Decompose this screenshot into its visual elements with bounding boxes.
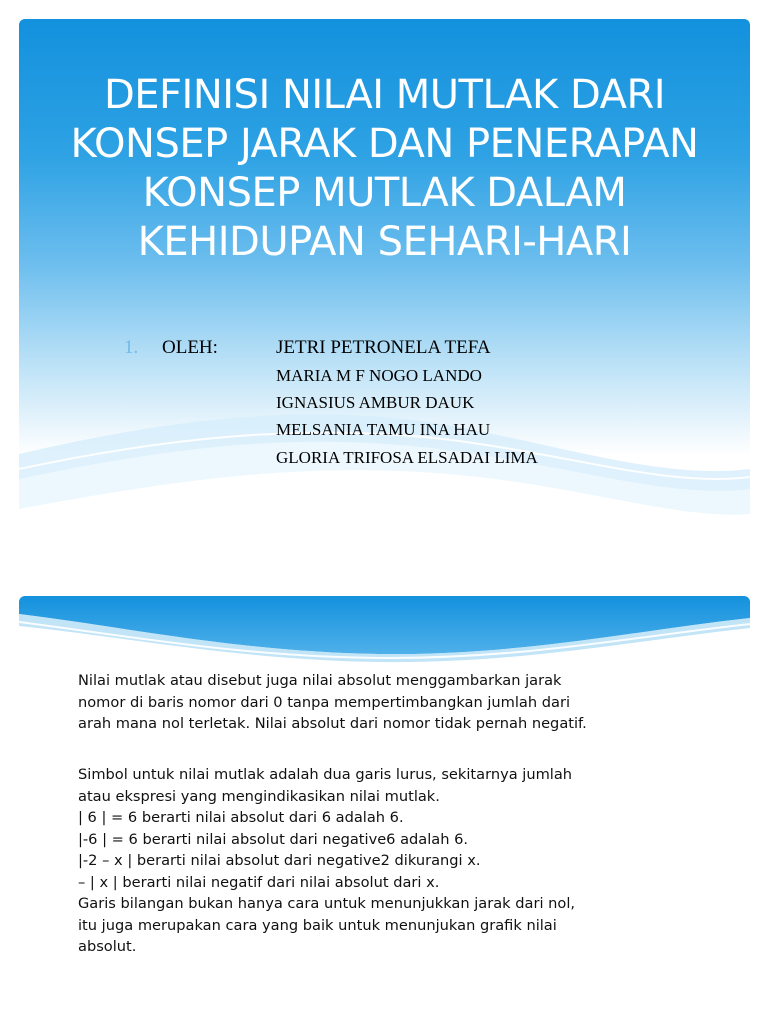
text-line: Nilai mutlak atau disebut juga nilai absolut menggambarkan jarak (78, 672, 562, 689)
author-name: MARIA M F NOGO LANDO (276, 366, 482, 385)
author-name: GLORIA TRIFOSA ELSADAI LIMA (276, 448, 538, 467)
title-slide (19, 19, 750, 564)
text-line: |-2 – x | berarti nilai absolut dari negative2 dikurangi x. (78, 852, 481, 869)
text-line: Garis bilangan bukan hanya cara untuk menunjukkan jarak dari nol, (78, 895, 576, 912)
text-line: – | x | berarti nilai negatif dari nilai absolut dari x. (78, 873, 440, 891)
text-line: absolut. (78, 938, 137, 955)
content-slide (19, 596, 750, 1016)
text-line: nomor di baris nomor dari 0 tanpa mempertimbangkan jumlah dari (78, 693, 571, 711)
text-line: arah mana nol terletak. Nilai absolut dari nomor tidak pernah negatif. (78, 715, 587, 732)
text-line: |-6 | = 6 berarti nilai absolut dari negative6 adalah 6. (78, 830, 469, 848)
title-line: KONSEP JARAK DAN PENERAPAN (70, 121, 699, 167)
author-name: MELSANIA TAMU INA HAU (276, 420, 491, 439)
oleh-label: OLEH: (162, 337, 218, 358)
text-line: | 6 | = 6 berarti nilai absolut dari 6 adalah 6. (78, 809, 404, 826)
text-line: atau ekspresi yang mengindikasikan nilai mutlak. (78, 787, 440, 805)
paragraph-definition (78, 670, 678, 735)
title-line: KONSEP MUTLAK DALAM (142, 170, 627, 216)
author-name: JETRI PETRONELA TEFA (276, 337, 491, 358)
header-wave (19, 596, 750, 666)
list-number: 1. (124, 337, 139, 358)
slide-title (49, 71, 720, 267)
text-line: itu juga merupakan cara yang baik untuk menunjukan grafik nilai (78, 916, 557, 934)
title-line: KEHIDUPAN SEHARI-HARI (137, 219, 632, 265)
author-name: IGNASIUS AMBUR DAUK (276, 393, 475, 412)
paragraph-symbol (78, 764, 678, 958)
title-line: DEFINISI NILAI MUTLAK DARI (103, 72, 666, 118)
text-line: Simbol untuk nilai mutlak adalah dua garis lurus, sekitarnya jumlah (78, 766, 573, 783)
